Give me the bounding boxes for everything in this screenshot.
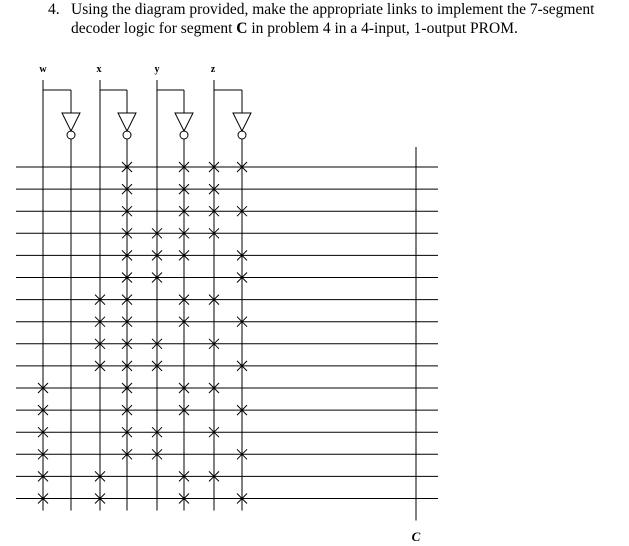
input-labels	[39, 64, 215, 75]
input-label-x: x	[96, 64, 102, 75]
inverter-triangle-z	[233, 113, 251, 131]
problem-text-line-1: Using the diagram provided, make the appropriate links to implement the 7-segment	[71, 1, 595, 18]
inverter-bubble-w	[67, 131, 75, 139]
inverter-bubble-x	[123, 131, 131, 139]
input-label-z: z	[210, 64, 216, 75]
problem-text-post: in problem 4 in a 4-input, 1-output PROM.	[247, 20, 518, 37]
input-label-w: w	[39, 64, 47, 75]
inverter-triangle-y	[175, 113, 193, 131]
input-buffers	[43, 80, 251, 511]
problem-number: 4.	[48, 1, 60, 18]
inverter-z	[214, 80, 251, 511]
inverter-bubble-z	[238, 131, 246, 139]
fuse-links	[38, 162, 247, 504]
inverter-triangle-x	[118, 113, 136, 131]
inverter-bubble-y	[180, 131, 188, 139]
and-array-grid	[16, 147, 438, 521]
output-label: C	[411, 529, 421, 544]
problem-segment-name: C	[236, 20, 248, 37]
problem-text-pre: decoder logic for segment	[71, 20, 237, 37]
inverter-x	[100, 80, 136, 511]
inverter-w	[43, 80, 80, 511]
inverter-y	[157, 80, 193, 511]
input-label-y: y	[154, 64, 160, 75]
inverter-triangle-w	[62, 113, 80, 131]
